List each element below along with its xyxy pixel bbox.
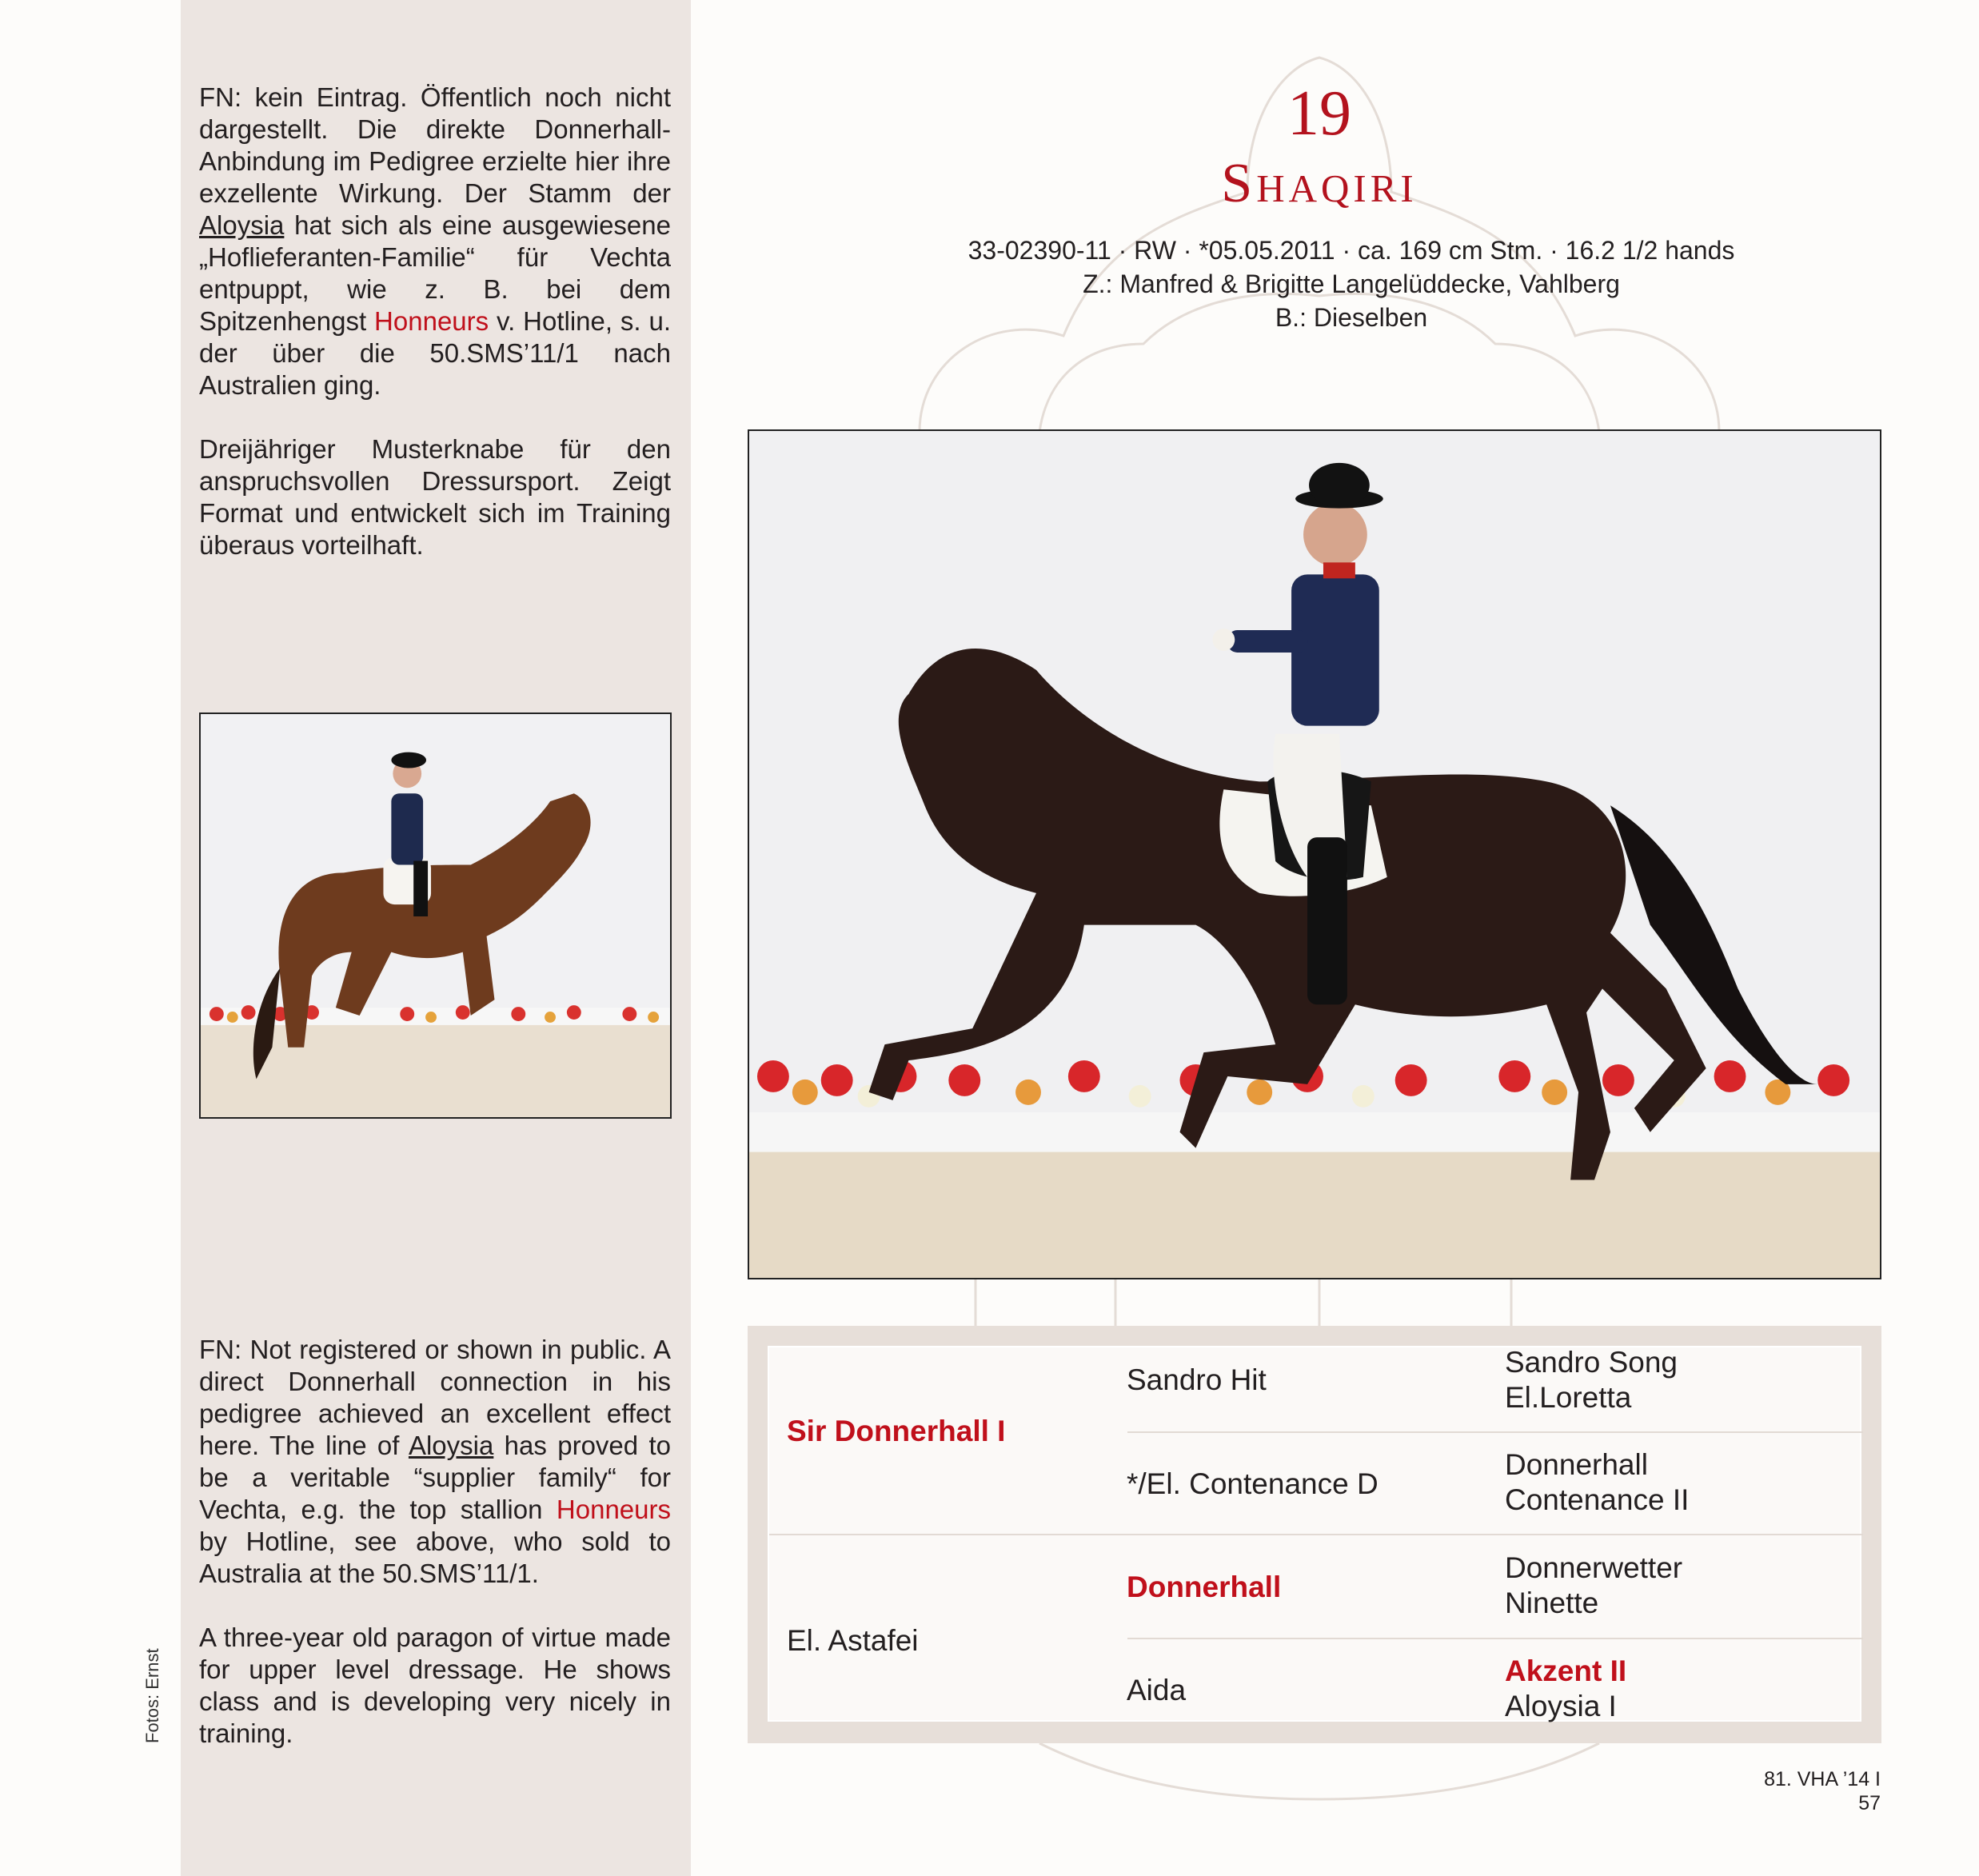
page-number: 81. VHA ’14 I 57 bbox=[1764, 1768, 1881, 1814]
dam-dam: Aida bbox=[1127, 1674, 1187, 1706]
sire: Sir Donnerhall I bbox=[787, 1415, 1006, 1447]
german-text-part: FN: kein Eintrag. Öffentlich noch nicht dargestellt. Die direkte Donnerhall-Anbindung im Pedigree erzielte hier ihre exzellente Wirkung. Der Stamm der bbox=[199, 82, 671, 208]
english-text-part: FN: Not registered or shown in public. A direct Donnerhall connection in his pedigree achieved an excellent effect here. The line of bbox=[199, 1335, 671, 1460]
pedigree-inner bbox=[768, 1346, 1861, 1722]
pedigree-divider bbox=[1127, 1638, 1863, 1639]
sire-dam: */El. Contenance D bbox=[1127, 1467, 1379, 1500]
horse-name: Shaqiri bbox=[1221, 153, 1418, 214]
ss-sire: Sandro Song bbox=[1505, 1346, 1678, 1379]
dam: El. Astafei bbox=[787, 1624, 919, 1657]
small-horse-photo bbox=[199, 712, 672, 1119]
main-horse-photo bbox=[748, 429, 1881, 1279]
pedigree-divider bbox=[769, 1534, 1863, 1535]
german-paragraph-2: Dreijähriger Musterknabe für den anspruchsvollen Dressursport. Zeigt Format und entwickelt sich im Training überaus vorteilhaft. bbox=[199, 434, 671, 560]
german-paragraph-1 bbox=[199, 82, 671, 401]
english-text-part: has proved to be a veritable “supplier family“ for Vechta, e.g. the top stallion bbox=[199, 1431, 671, 1524]
pedigree-table bbox=[748, 1326, 1881, 1743]
german-text-part: hat sich als eine ausgewiesene „Hoflieferanten-Familie“ für Vechta entpuppt, wie z. B. bei dem Spitzenhengst bbox=[199, 210, 671, 336]
german-description bbox=[199, 82, 671, 561]
sd-sire: Donnerhall bbox=[1505, 1448, 1648, 1481]
ds-sire: Donnerwetter bbox=[1505, 1551, 1683, 1584]
english-text-part: by Hotline, see above, who sold to Australia at the 50.SMS’11/1. bbox=[199, 1527, 671, 1588]
english-description bbox=[199, 1334, 671, 1750]
info-line-2: Z.: Manfred & Brigitte Langelüddecke, Vahlberg bbox=[1083, 269, 1620, 298]
horse-info bbox=[872, 234, 1831, 334]
pedigree-divider bbox=[1127, 1431, 1863, 1433]
german-text-part: v. Hotline, s. u. der über die 50.SMS’11/1 nach Australien ging. bbox=[199, 306, 671, 400]
dam-sire: Donnerhall bbox=[1127, 1571, 1282, 1603]
aloysia-link[interactable]: Aloysia bbox=[408, 1431, 494, 1460]
photo-credit: Fotos: Ernst bbox=[142, 1648, 162, 1743]
dd-dam: Aloysia I bbox=[1505, 1690, 1617, 1722]
info-line-3: B.: Dieselben bbox=[1275, 303, 1428, 332]
honneurs-highlight: Honneurs bbox=[374, 306, 489, 336]
dd-sire: Akzent II bbox=[1505, 1654, 1627, 1687]
honneurs-highlight: Honneurs bbox=[556, 1495, 671, 1524]
ss-dam: El.Loretta bbox=[1505, 1381, 1632, 1414]
english-paragraph-2: A three-year old paragon of virtue made for upper level dressage. He shows class and is developing very nicely in training. bbox=[199, 1623, 671, 1748]
info-line-1: 33-02390-11 · RW · *05.05.2011 · ca. 169 cm Stm. · 16.2 1/2 hands bbox=[968, 236, 1735, 265]
sd-dam: Contenance II bbox=[1505, 1483, 1690, 1516]
aloysia-link[interactable]: Aloysia bbox=[199, 210, 285, 240]
english-paragraph-1 bbox=[199, 1334, 671, 1590]
lot-number: 19 bbox=[1287, 78, 1351, 149]
ds-dam: Ninette bbox=[1505, 1587, 1599, 1619]
sire-sire: Sandro Hit bbox=[1127, 1363, 1267, 1396]
